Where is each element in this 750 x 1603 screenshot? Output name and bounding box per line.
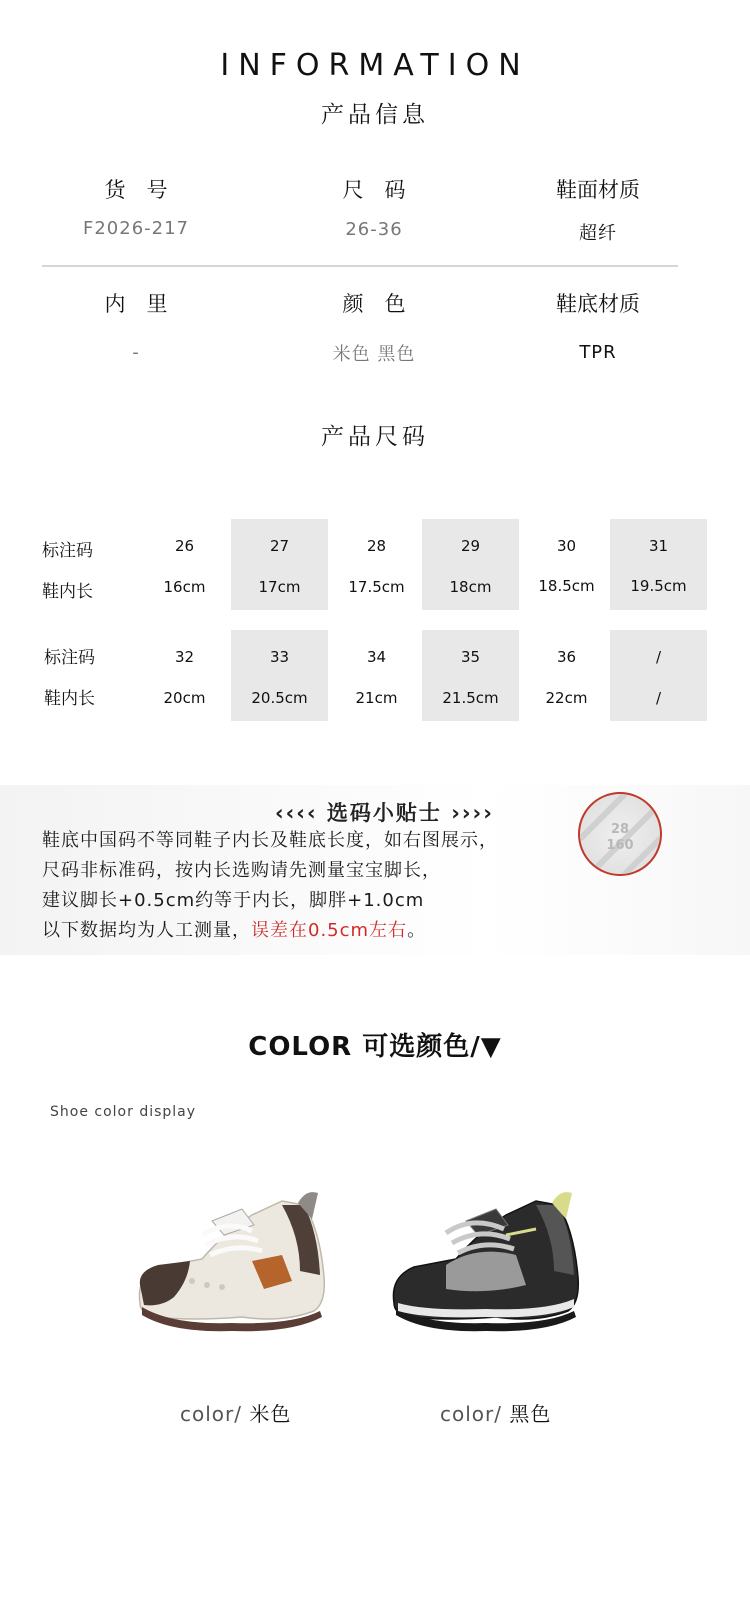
table-shade bbox=[231, 630, 328, 721]
size-range-value: 26-36 bbox=[345, 219, 403, 240]
table-shade bbox=[610, 519, 707, 610]
table-cell-size: 28 bbox=[366, 537, 387, 555]
row-label-length: 鞋内长 bbox=[42, 582, 93, 602]
table-cell-length: 21cm bbox=[355, 689, 398, 707]
tips-line-3: 建议脚长+0.5cm约等于内长，脚胖+1.0cm bbox=[42, 890, 425, 911]
lining-label: 内 里 bbox=[104, 292, 168, 316]
table-cell-size: 29 bbox=[460, 537, 481, 555]
table-cell-length: 18cm bbox=[449, 578, 492, 596]
tips-title: ‹‹‹‹ 选码小贴士 ›››› bbox=[275, 801, 494, 825]
color-caption-name: 米色 bbox=[249, 1402, 292, 1426]
table-cell-size: 32 bbox=[174, 648, 195, 666]
table-cell-length: 22cm bbox=[545, 689, 588, 707]
table-shade bbox=[422, 519, 519, 610]
sole-size-number: 28 bbox=[610, 822, 630, 837]
table-cell-length: 20.5cm bbox=[251, 689, 308, 707]
color-label: 颜 色 bbox=[342, 292, 406, 316]
row-label-size: 标注码 bbox=[44, 648, 95, 668]
item-number-label: 货 号 bbox=[104, 178, 168, 202]
item-number-value: F2026-217 bbox=[82, 218, 189, 239]
table-cell-length: 16cm bbox=[163, 578, 206, 596]
upper-material-label: 鞋面材质 bbox=[556, 178, 640, 202]
tips-line-4-prefix: 以下数据均为人工测量， bbox=[42, 920, 251, 941]
color-caption-prefix: color/ bbox=[440, 1402, 502, 1426]
table-cell-length: 19.5cm bbox=[630, 577, 687, 595]
color-section-title: COLOR 可选颜色/▼ bbox=[248, 1032, 502, 1062]
sole-closeup-image bbox=[578, 792, 662, 876]
color-value: 米色 黑色 bbox=[332, 344, 416, 365]
table-cell-size: 30 bbox=[556, 537, 577, 555]
table-cell-length: 17cm bbox=[258, 578, 301, 596]
row-label-length: 鞋内长 bbox=[44, 689, 95, 709]
color-caption-beige bbox=[180, 1398, 291, 1427]
beige-shoe-image bbox=[132, 1185, 332, 1335]
info-subtitle: 产品信息 bbox=[321, 102, 429, 128]
color-caption-prefix: color/ bbox=[180, 1402, 242, 1426]
table-cell-length: 20cm bbox=[163, 689, 206, 707]
table-cell-size: 34 bbox=[366, 648, 387, 666]
table-cell-length: 17.5cm bbox=[348, 578, 405, 596]
sole-material-value: TPR bbox=[579, 342, 617, 363]
tips-line-2: 尺码非标准码，按内长选购请先测量宝宝脚长， bbox=[42, 860, 441, 881]
table-cell-length: 21.5cm bbox=[442, 689, 499, 707]
info-divider bbox=[42, 265, 678, 267]
table-cell-size: 31 bbox=[648, 537, 669, 555]
color-caption-black bbox=[440, 1398, 551, 1427]
tips-line-1: 鞋底中国码不等同鞋子内长及鞋底长度，如右图展示， bbox=[42, 830, 498, 851]
black-shoe-image bbox=[386, 1185, 586, 1335]
table-shade bbox=[610, 630, 707, 721]
tips-line-4 bbox=[42, 916, 426, 942]
table-cell-size: 26 bbox=[174, 537, 195, 555]
row-label-size: 标注码 bbox=[42, 541, 93, 561]
color-caption-name: 黑色 bbox=[509, 1402, 552, 1426]
sole-length-number: 160 bbox=[606, 838, 634, 853]
table-cell-size: 27 bbox=[269, 537, 290, 555]
size-range-label: 尺 码 bbox=[342, 178, 406, 202]
tips-line-4-suffix: 。 bbox=[407, 920, 427, 941]
info-title: INFORMATION bbox=[220, 48, 530, 83]
lining-value: - bbox=[132, 342, 140, 363]
table-cell-size: 36 bbox=[556, 648, 577, 666]
table-cell-size: 35 bbox=[460, 648, 481, 666]
table-shade bbox=[231, 519, 328, 610]
table-shade bbox=[422, 630, 519, 721]
table-cell-length: / bbox=[655, 689, 662, 707]
table-cell-size: 33 bbox=[269, 648, 290, 666]
sole-material-label: 鞋底材质 bbox=[556, 292, 640, 316]
upper-material-value: 超纤 bbox=[579, 223, 617, 244]
table-cell-length: 18.5cm bbox=[538, 577, 595, 595]
shoe-display-label: Shoe color display bbox=[50, 1104, 197, 1120]
tips-error-note: 误差在0.5cm左右 bbox=[251, 920, 408, 941]
table-cell-size: / bbox=[655, 648, 662, 666]
size-section-title: 产品尺码 bbox=[321, 424, 429, 450]
